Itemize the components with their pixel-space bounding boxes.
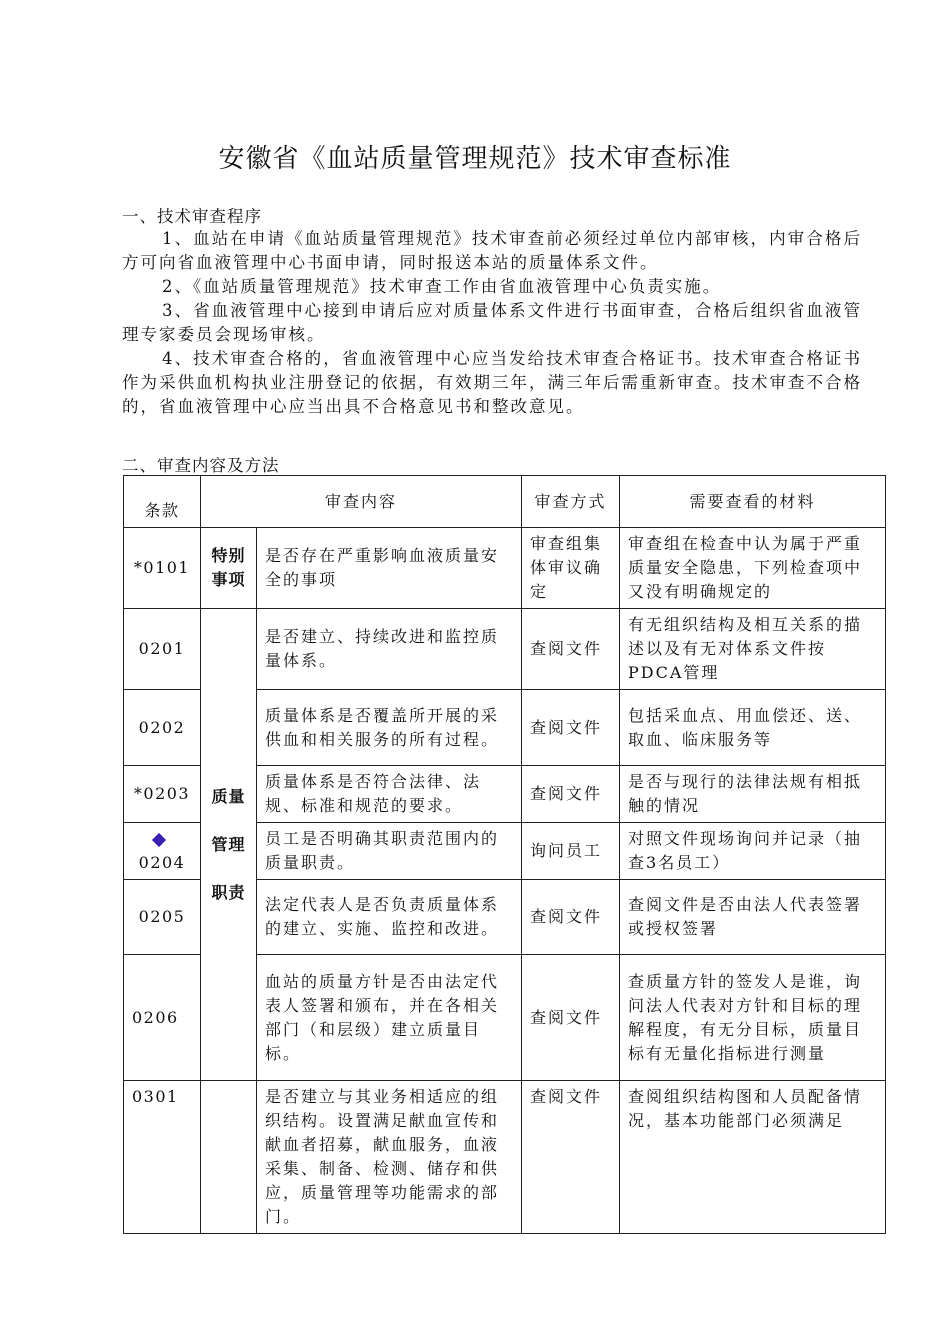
header-materials: 需要查看的材料 bbox=[620, 476, 886, 528]
review-method: 查阅文件 bbox=[522, 880, 620, 955]
category-quality-management bbox=[201, 609, 257, 1081]
category-special: 特别事项 bbox=[201, 528, 257, 609]
review-content: 法定代表人是否负责质量体系的建立、实施、监控和改进。 bbox=[257, 880, 522, 955]
review-content: 是否建立与其业务相适应的组织结构。设置满足献血宣传和献血者招募，献血服务，血液采集、制备、检测、储存和供应，质量管理等功能需求的部门。 bbox=[257, 1081, 522, 1234]
review-method: 查阅文件 bbox=[522, 766, 620, 823]
clause-code: 0202 bbox=[124, 690, 201, 766]
section-heading-contents: 二、审查内容及方法 bbox=[122, 456, 280, 475]
table-row bbox=[124, 528, 886, 609]
clause-code: 0205 bbox=[124, 880, 201, 955]
review-content: 质量体系是否覆盖所开展的采供血和相关服务的所有过程。 bbox=[257, 690, 522, 766]
review-materials: 对照文件现场询问并记录（抽查3名员工） bbox=[620, 823, 886, 880]
review-method: 查阅文件 bbox=[522, 1081, 620, 1234]
review-content: 是否建立、持续改进和监控质量体系。 bbox=[257, 609, 522, 690]
header-content: 审查内容 bbox=[201, 476, 522, 528]
review-materials: 查质量方针的签发人是谁，询问法人代表对方针和目标的理解程度，有无分目标，质量目标有无量化指标进行测量 bbox=[620, 955, 886, 1081]
review-method: 询问员工 bbox=[522, 823, 620, 880]
review-materials: 查阅文件是否由法人代表签署或授权签署 bbox=[620, 880, 886, 955]
clause-code-cell bbox=[124, 823, 201, 880]
clause-code: *0101 bbox=[124, 528, 201, 609]
clause-code: 0204 bbox=[138, 853, 186, 872]
review-method: 查阅文件 bbox=[522, 955, 620, 1081]
paragraph-1: 1、血站在申请《血站质量管理规范》技术审查前必须经过单位内部审核，内审合格后方可向省血液管理中心书面申请，同时报送本站的质量体系文件。 bbox=[122, 229, 862, 272]
category-empty bbox=[201, 1081, 257, 1234]
review-content: 是否存在严重影响血液质量安全的事项 bbox=[257, 528, 522, 609]
clause-code: 0201 bbox=[124, 609, 201, 690]
review-materials: 包括采血点、用血偿还、送、取血、临床服务等 bbox=[620, 690, 886, 766]
review-method: 审查组集体审议确定 bbox=[522, 528, 620, 609]
diamond-bullet-icon bbox=[152, 832, 166, 846]
review-method: 查阅文件 bbox=[522, 609, 620, 690]
clause-code: 0301 bbox=[124, 1081, 201, 1234]
section-heading-procedure: 一、技术审查程序 bbox=[122, 207, 262, 226]
table-row bbox=[124, 609, 886, 690]
review-content: 员工是否明确其职责范围内的质量职责。 bbox=[257, 823, 522, 880]
document-title: 安徽省《血站质量管理规范》技术审查标准 bbox=[218, 144, 732, 174]
review-materials: 有无组织结构及相互关系的描述以及有无对体系文件按PDCA管理 bbox=[620, 609, 886, 690]
category-label: 管理 bbox=[211, 834, 246, 854]
review-materials: 查阅组织结构图和人员配备情况，基本功能部门必须满足 bbox=[620, 1081, 886, 1234]
review-materials: 审查组在检查中认为属于严重质量安全隐患，下列检查项中又没有明确规定的 bbox=[620, 528, 886, 609]
paragraph-3: 3、省血液管理中心接到申请后应对质量体系文件进行书面审查，合格后组织省血液管理专家委员会现场审核。 bbox=[122, 301, 862, 344]
review-content: 质量体系是否符合法律、法规、标准和规范的要求。 bbox=[257, 766, 522, 823]
review-method: 查阅文件 bbox=[522, 690, 620, 766]
table-header-row bbox=[124, 476, 886, 528]
paragraph-2: 2、《血站质量管理规范》技术审查工作由省血液管理中心负责实施。 bbox=[162, 277, 722, 296]
header-clause: 条款 bbox=[124, 476, 201, 528]
review-content: 血站的质量方针是否由法定代表人签署和颁布，并在各相关部门（和层级）建立质量目标。 bbox=[257, 955, 522, 1081]
review-standards-table bbox=[123, 475, 886, 1234]
review-materials: 是否与现行的法律法规有相抵触的情况 bbox=[620, 766, 886, 823]
table-row bbox=[124, 1081, 886, 1234]
clause-code: 0206 bbox=[124, 955, 201, 1081]
clause-code: *0203 bbox=[124, 766, 201, 823]
header-method: 审查方式 bbox=[522, 476, 620, 528]
category-label: 质量 bbox=[211, 786, 246, 806]
category-label: 职责 bbox=[211, 882, 246, 902]
paragraph-4: 4、技术审查合格的，省血液管理中心应当发给技术审查合格证书。技术审查合格证书作为采供血机构执业注册登记的依据，有效期三年，满三年后需重新审查。技术审查不合格的，省血液管理中心应当出具不合格意见书和整改意见。 bbox=[122, 349, 862, 416]
